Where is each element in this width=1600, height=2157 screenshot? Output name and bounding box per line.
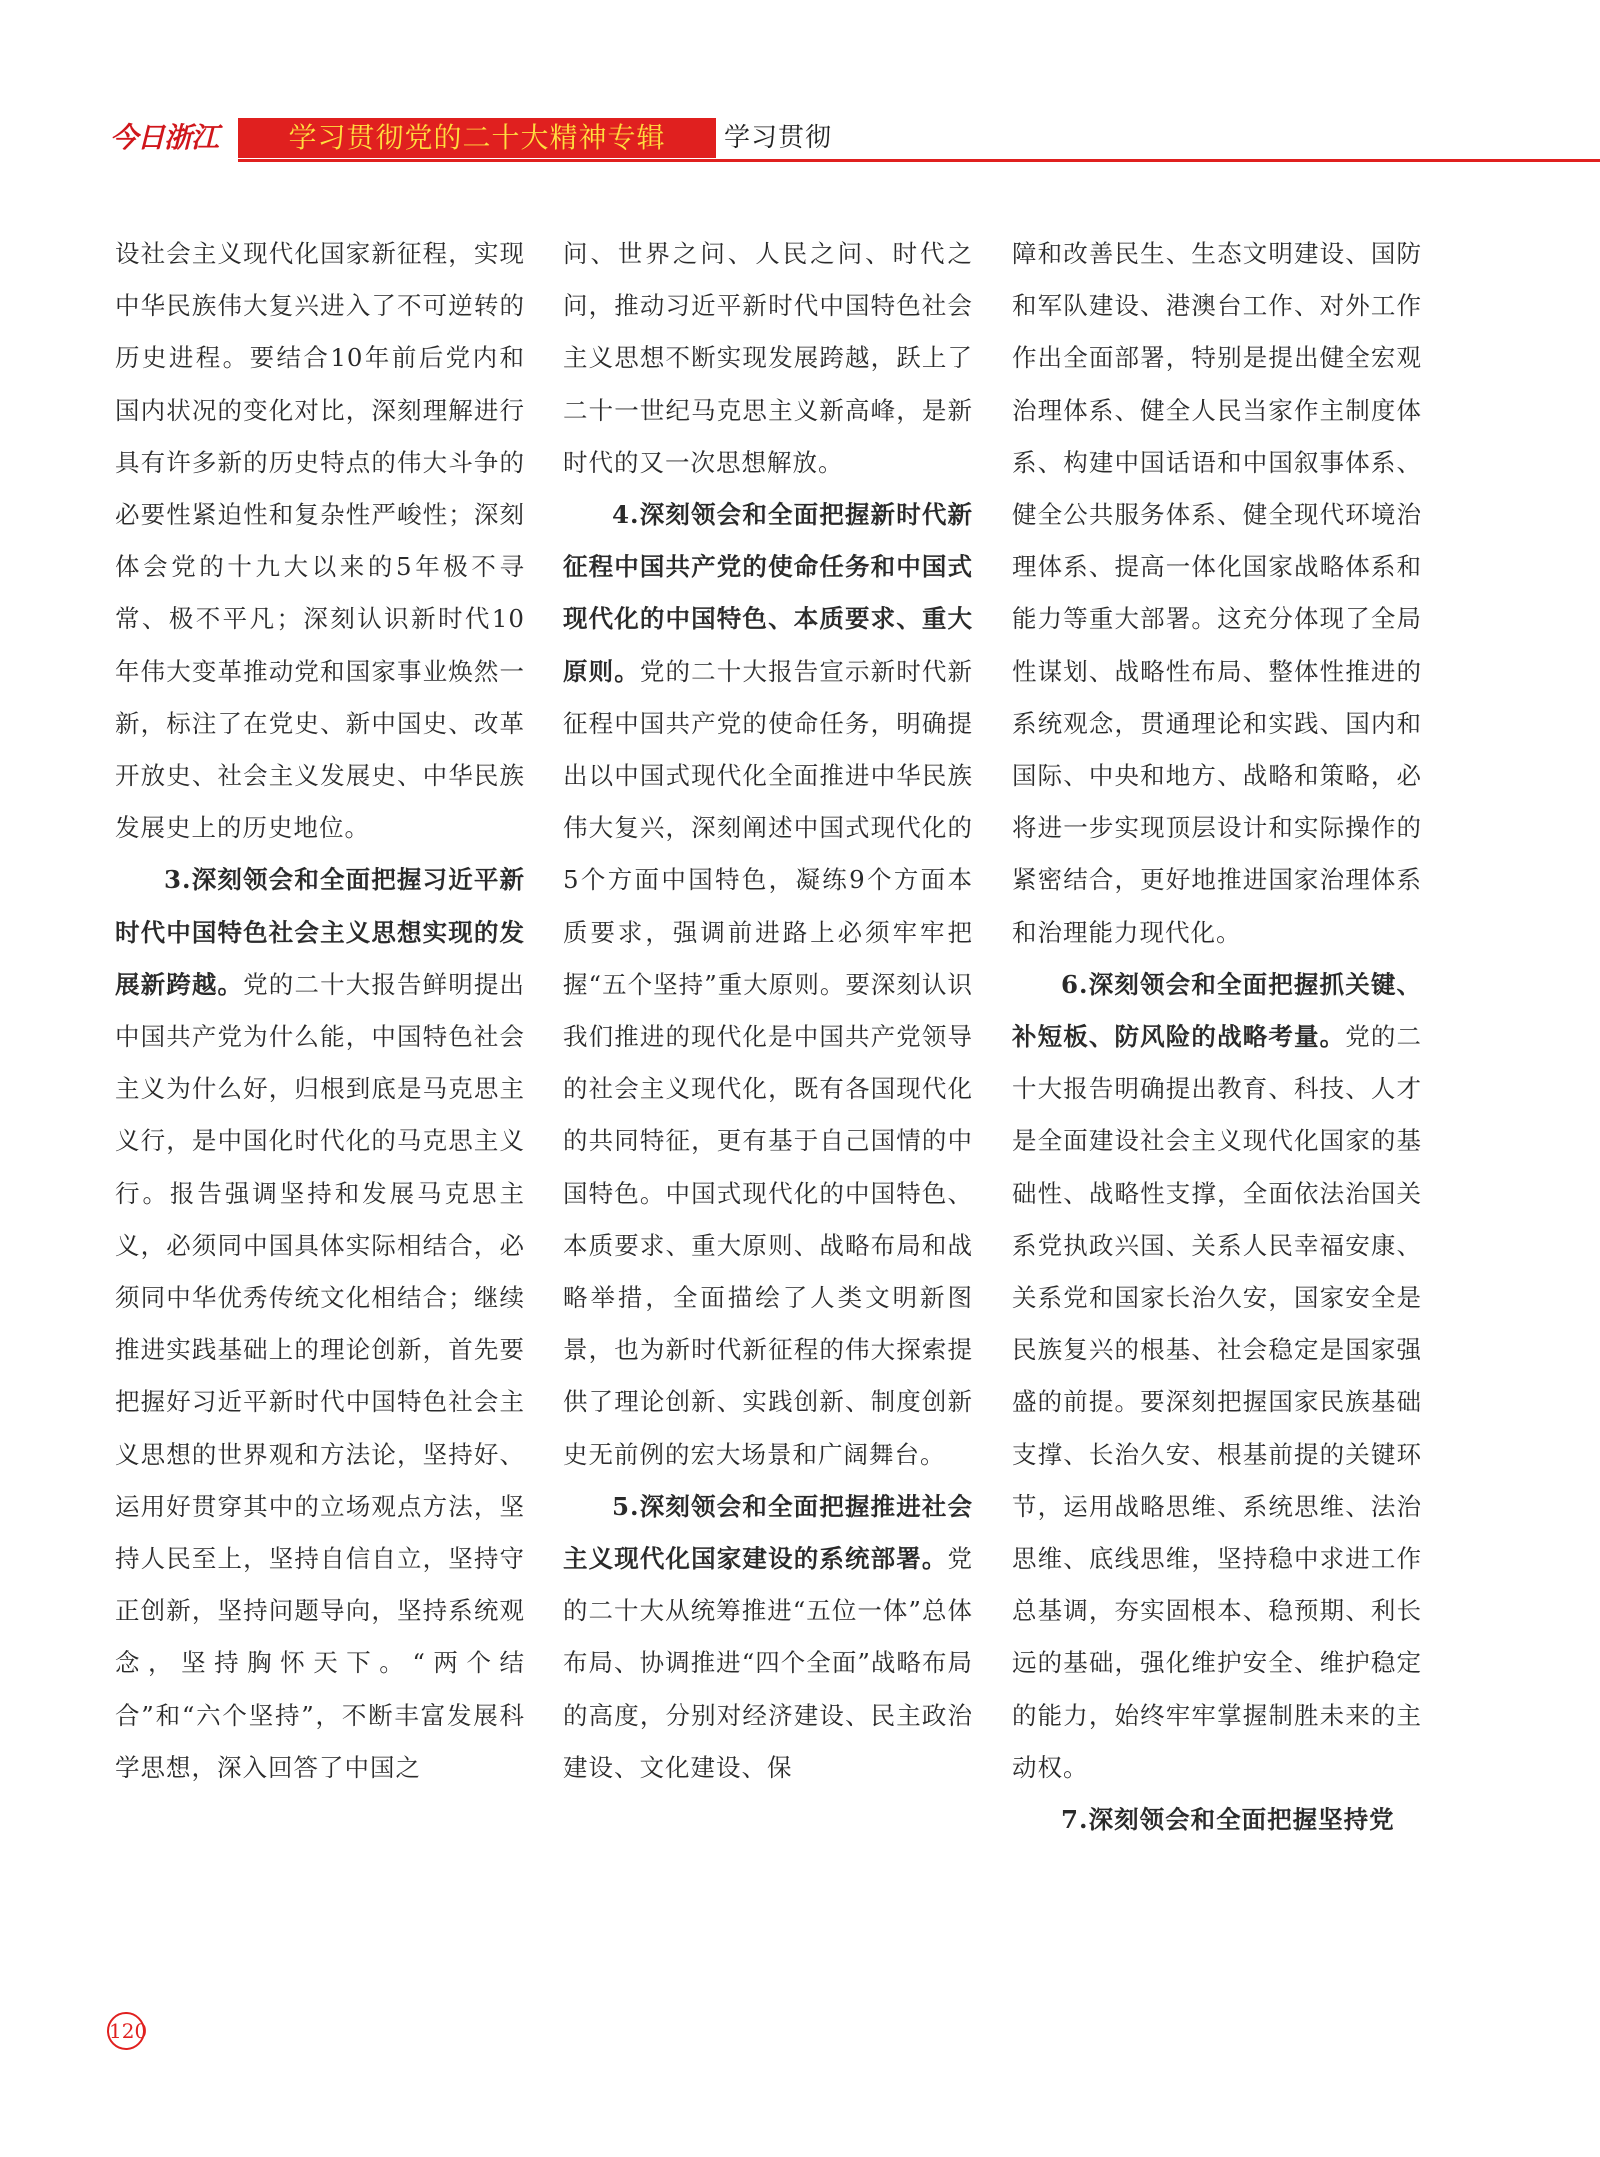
paragraph-heading: 6.深刻领会和全面把握抓关键、补短板、防风险的战略考量。: [1012, 969, 1422, 1052]
paragraph-body: 障和改善民生、生态文明建设、国防和军队建设、港澳台工作、对外工作作出全面部署，特别是提出健全宏观治理体系、健全人民当家作主制度体系、构建中国话语和中国叙事体系、健全公共服务体系、健全现代环境治理体系、提高一体化国家战略体系和能力等重大部署。这充分体现了全局性谋划、战略性布局、整体性推进的系统观念，贯通理论和实践、国内和国际、中央和地方、战略和策略，必将进一步实现顶层设计和实际操作的紧密结合，更好地推进国家治理体系和治理能力现代化。: [1012, 239, 1422, 947]
paragraph-body: 设社会主义现代化国家新征程，实现中华民族伟大复兴进入了不可逆转的历史进程。要结合10年前后党内和国内状况的变化对比，深刻理解进行具有许多新的历史特点的伟大斗争的必要性紧迫性和复杂性严峻性；深刻体会党的十九大以来的5年极不寻常、极不平凡；深刻认识新时代10年伟大变革推动党和国家事业焕然一新，标注了在党史、新中国史、改革开放史、社会主义发展史、中华民族发展史上的历史地位。: [115, 239, 525, 843]
paragraph: [115, 228, 525, 854]
paragraph: [563, 228, 973, 489]
page-number: 120: [107, 2012, 145, 2050]
section-title: 学习贯彻: [724, 123, 833, 153]
paragraph: [1012, 1794, 1422, 1846]
special-issue-banner: 学习贯彻党的二十大精神专辑: [238, 118, 716, 158]
paragraph: [1012, 959, 1422, 1794]
magazine-logo: 今日浙江: [110, 121, 219, 154]
paragraph-body: 党的二十大报告宣示新时代新征程中国共产党的使命任务，明确提出以中国式现代化全面推进中华民族伟大复兴，深刻阐述中国式现代化的5个方面中国特色，凝练9个方面本质要求，强调前进路上必须牢牢把握“五个坚持”重大原则。要深刻认识我们推进的现代化是中国共产党领导的社会主义现代化，既有各国现代化的共同特征，更有基于自己国情的中国特色。中国式现代化的中国特色、本质要求、重大原则、战略布局和战略举措，全面描绘了人类文明新图景，也为新时代新征程的伟大探索提供了理论创新、实践创新、制度创新史无前例的宏大场景和广阔舞台。: [563, 656, 974, 1469]
paragraph-body: 党的二十大报告明确提出教育、科技、人才是全面建设社会主义现代化国家的基础性、战略性支撑，全面依法治国关系党执政兴国、关系人民幸福安康、关系党和国家长治久安，国家安全是民族复兴的根基、社会稳定是国家强盛的前提。要深刻把握国家民族基础支撑、长治久安、根基前提的关键环节，运用战略思维、系统思维、法治思维、底线思维，坚持稳中求进工作总基调，夯实固根本、稳预期、利长远的基础，强化维护安全、维护稳定的能力，始终牢牢掌握制胜未来的主动权。: [1012, 1022, 1423, 1782]
text-column-2: [563, 228, 973, 1794]
paragraph: [1012, 228, 1422, 959]
paragraph-heading: 4.深刻领会和全面把握新时代新征程中国共产党的使命任务和中国式现代化的中国特色、本质要求、重大原则。: [563, 500, 973, 686]
paragraph-body: 问、世界之问、人民之问、时代之问，推动习近平新时代中国特色社会主义思想不断实现发展跨越，跃上了二十一世纪马克思主义新高峰，是新时代的又一次思想解放。: [563, 239, 973, 477]
paragraph: [563, 489, 973, 1481]
paragraph-heading: 7.深刻领会和全面把握坚持党: [1061, 1805, 1395, 1835]
paragraph: [563, 1481, 973, 1794]
paragraph: [115, 854, 525, 1794]
paragraph-body: 党的二十大报告鲜明提出中国共产党为什么能，中国特色社会主义为什么好，归根到底是马克思主义行，是中国化时代化的马克思主义行。报告强调坚持和发展马克思主义，必须同中国具体实际相结合，必须同中华优秀传统文化相结合；继续推进实践基础上的理论创新，首先要把握好习近平新时代中国特色社会主义思想的世界观和方法论，坚持好、运用好贯穿其中的立场观点方法，坚持人民至上，坚持自信自立，坚持守正创新，坚持问题导向，坚持系统观念，坚持胸怀天下。“两个结合”和“六个坚持”，不断丰富发展科学思想，深入回答了中国之: [115, 969, 526, 1782]
paragraph-body: 党的二十大从统筹推进“五位一体”总体布局、协调推进“四个全面”战略布局的高度，分别对经济建设、民主政治建设、文化建设、保: [563, 1544, 973, 1782]
text-column-3: [1012, 228, 1422, 1846]
paragraph-heading: 5.深刻领会和全面把握推进社会主义现代化国家建设的系统部署。: [563, 1491, 973, 1574]
page-header: [110, 118, 1600, 158]
text-column-1: [115, 228, 525, 1794]
header-rule: [238, 159, 1600, 162]
paragraph-heading: 3.深刻领会和全面把握习近平新时代中国特色社会主义思想实现的发展新跨越。: [115, 865, 525, 999]
